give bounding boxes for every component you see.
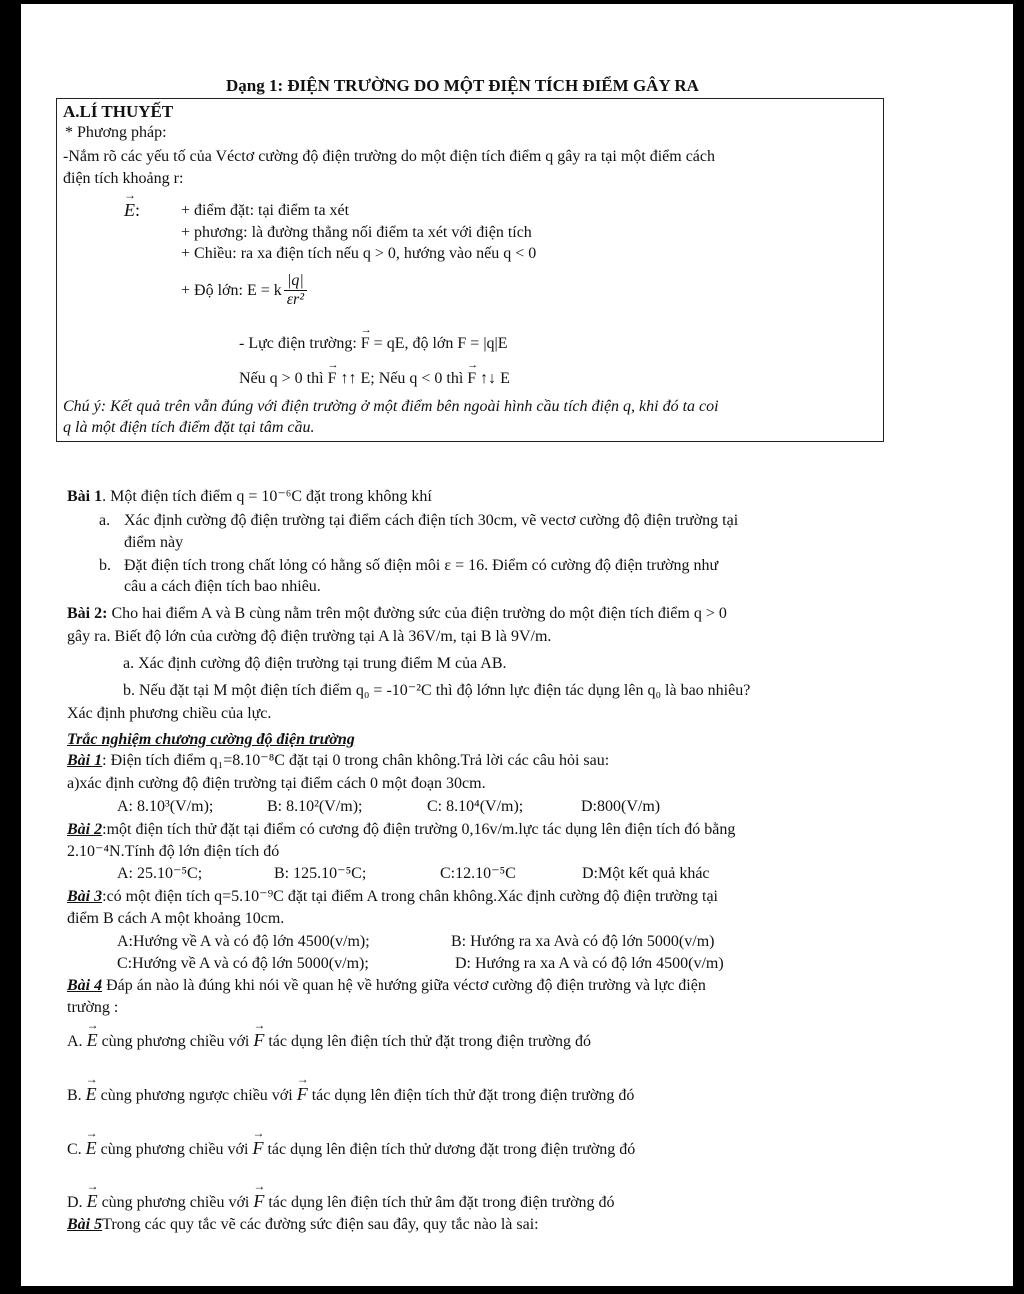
e-direction: + phương: là đường thẳng nối điểm ta xét với điện tích	[181, 224, 532, 241]
quiz-2-option-b: B: 125.10⁻⁵C;	[274, 865, 367, 882]
exercise-1a-letter: a.	[99, 512, 111, 529]
quiz-4-option-a: A. → E cùng phương chiều với → F tác dụng lên điện tích thử đặt trong điện trường đó	[67, 1030, 591, 1051]
exercise-1-stem: Bài 1. Một điện tích điểm q = 10⁻⁶C đặt trong không khí	[67, 488, 432, 505]
exercise-1b-letter: b.	[99, 557, 111, 574]
e-point: + điểm đặt: tại điểm ta xét	[181, 202, 350, 219]
quiz-heading: Trắc nghiệm chương cường độ điện trường	[67, 731, 355, 748]
exercise-2-line-2: gây ra. Biết độ lớn của cường độ điện trường tại A là 36V/m, tại B là 9V/m.	[67, 628, 552, 645]
quiz-4-option-c: C. → E cùng phương chiều với → F tác dụng lên điện tích thử dương đặt trong điện trường đó	[67, 1138, 635, 1159]
quiz-3-option-c: C:Hướng về A và có độ lớn 5000(v/m);	[117, 955, 369, 972]
theory-intro-line-2: điện tích khoảng r:	[63, 170, 184, 187]
quiz-3-line-2: điểm B cách A một khoảng 10cm.	[67, 910, 285, 927]
electric-force: - Lực điện trường: → F = qE, độ lớn F = |q|E	[239, 335, 508, 353]
quiz-4-option-b: B. → E cùng phương ngược chiều với → F tác dụng lên điện tích thử đặt trong điện trường đó	[67, 1084, 634, 1105]
exercise-2b-line-2: Xác định phương chiều của lực.	[67, 705, 272, 722]
force-sign-rule: Nếu q > 0 thì → F ↑↑ E; Nếu q < 0 thì → F ↑↓ E	[239, 370, 510, 388]
quiz-5-stem: Bài 5Trong các quy tắc vẽ các đường sức điện sau đây, quy tắc nào là sai:	[67, 1216, 539, 1233]
theory-intro-line-1: -Nắm rõ các yếu tố của Véctơ cường độ điện trường do một điện tích điểm q gây ra tại một điểm cách	[63, 148, 716, 165]
quiz-2-line-1: Bài 2:một điện tích thử đặt tại điểm có cương độ điện trường 0,16v/m.lực tác dụng lên điện tích đó bằng	[67, 821, 736, 838]
e-magnitude: + Độ lớn: E = k $\frac{|q|}{\text{εr²}}$	[181, 272, 307, 310]
quiz-4-line-1: Bài 4 Đáp án nào là đúng khi nói về quan hệ về hướng giữa véctơ cường độ điện trường và lực điện	[67, 977, 706, 994]
document-page	[21, 4, 1013, 1286]
quiz-1-stem: Bài 1: Điện tích điểm q₁=8.10⁻⁸C đặt tại 0 trong chân không.Trả lời các câu hỏi sau:	[67, 752, 610, 769]
quiz-4-line-2: trường :	[67, 999, 119, 1016]
exercise-1b-line-1: Đặt điện tích trong chất lỏng có hằng số điện môi ε = 16. Điểm có cường độ điện trường như	[124, 557, 719, 574]
quiz-1-option-c: C: 8.10⁴(V/m);	[427, 798, 524, 815]
quiz-4-option-d: D. → E cùng phương chiều với → F tác dụng lên điện tích thử âm đặt trong điện trường đó	[67, 1191, 615, 1212]
quiz-1-option-b: B: 8.10²(V/m);	[267, 798, 363, 815]
quiz-3-option-d: D: Hướng ra xa A và có độ lớn 4500(v/m)	[455, 955, 724, 972]
method-label: * Phương pháp:	[65, 124, 167, 141]
quiz-2-option-d: D:Một kết quả khác	[582, 865, 710, 882]
exercise-2-line-1: Bài 2: Cho hai điểm A và B cùng nằm trên một đường sức của điện trường do một điện tích điểm q > 0	[67, 605, 727, 622]
exercise-2a: a. Xác định cường độ điện trường tại trung điểm M của AB.	[123, 655, 507, 672]
quiz-1-sub: a)xác định cường độ điện trường tại điểm cách 0 một đoạn 30cm.	[67, 775, 486, 792]
quiz-3-option-a: A:Hướng về A và có độ lớn 4500(v/m);	[117, 933, 370, 950]
quiz-2-line-2: 2.10⁻⁴N.Tính độ lớn điện tích đó	[67, 843, 280, 860]
exercise-1a-line-1: Xác định cường độ điện trường tại điểm cách điện tích 30cm, vẽ vectơ cường độ điện trường tại	[124, 512, 739, 529]
quiz-2-option-c: C:12.10⁻⁵C	[440, 865, 516, 882]
quiz-1-option-d: D:800(V/m)	[581, 798, 661, 815]
e-vector-symbol: → E:	[124, 200, 140, 221]
quiz-1-option-a: A: 8.10³(V/m);	[117, 798, 214, 815]
quiz-2-option-a: A: 25.10⁻⁵C;	[117, 865, 203, 882]
page-title: Dạng 1: ĐIỆN TRƯỜNG DO MỘT ĐIỆN TÍCH ĐIỂM GÂY RA	[226, 76, 699, 95]
exercise-1a-line-2: điểm này	[124, 534, 184, 551]
exercise-2b-line-1: b. Nếu đặt tại M một điện tích điểm q₀ = -10⁻²C thì độ lớnn lực điện tác dụng lên q₀ là bao nhiêu?	[123, 682, 751, 699]
theory-note-line-1: Chú ý: Kết quả trên vẫn đúng với điện trường ở một điểm bên ngoài hình cầu tích điện q, khi đó ta coi	[63, 398, 719, 415]
theory-note-line-2: q là một điện tích điểm đặt tại tâm cầu.	[63, 419, 315, 436]
e-sense: + Chiều: ra xa điện tích nếu q > 0, hướng vào nếu q < 0	[181, 245, 537, 262]
quiz-3-option-b: B: Hướng ra xa Avà có độ lớn 5000(v/m)	[451, 933, 715, 950]
quiz-3-line-1: Bài 3:có một điện tích q=5.10⁻⁹C đặt tại điểm A trong chân không.Xác định cường độ điện trường tại	[67, 888, 718, 905]
exercise-1b-line-2: câu a cách điện tích bao nhiêu.	[124, 578, 321, 595]
theory-heading: A.LÍ THUYẾT	[63, 102, 174, 121]
